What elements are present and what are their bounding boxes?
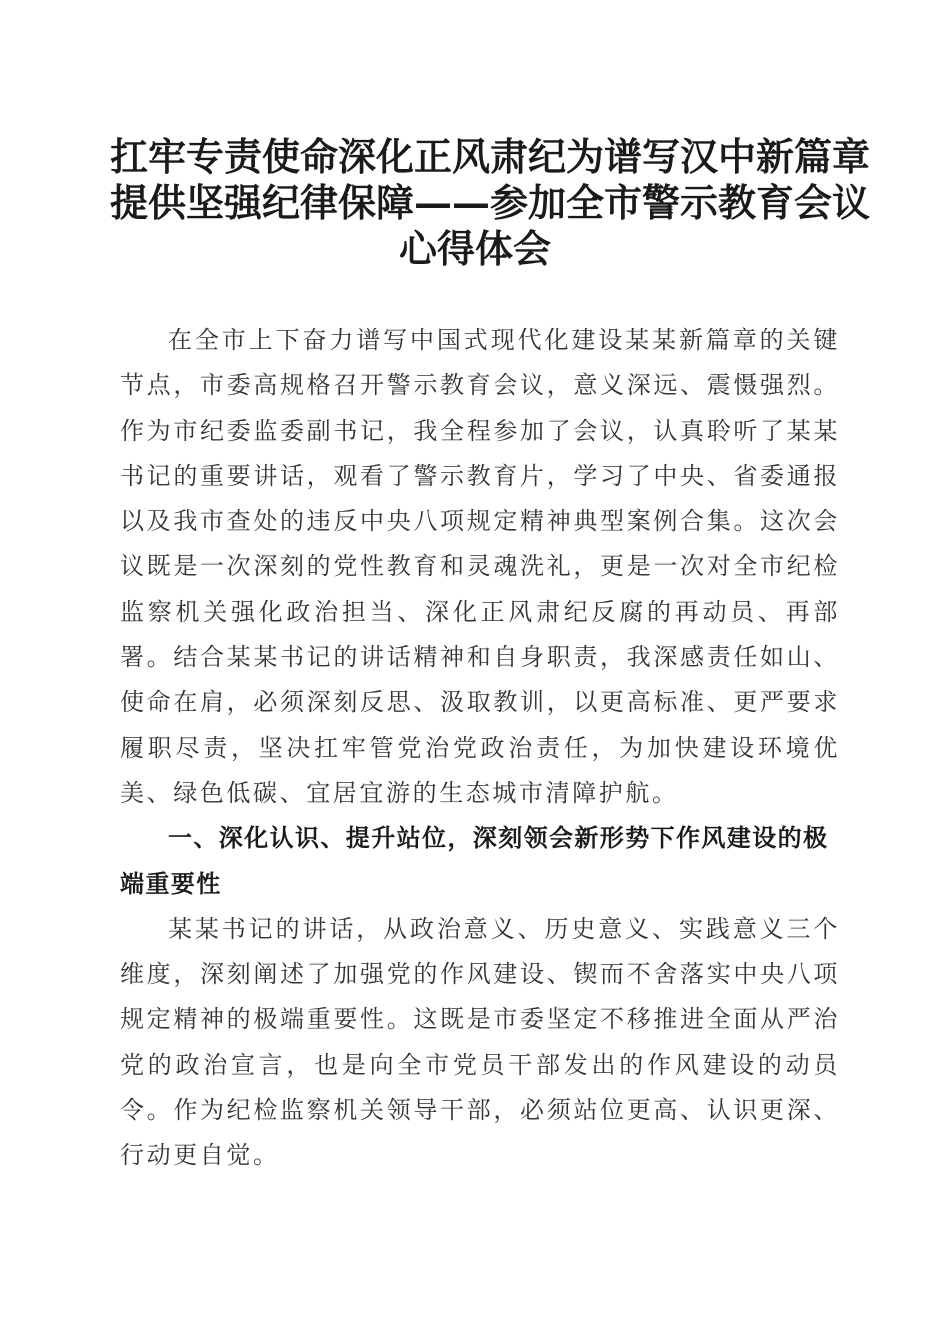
title-line-2: 提供坚强纪律保障——参加全市警示教育会议 (110, 180, 871, 225)
body-paragraph-section-1: 某某书记的讲话，从政治意义、历史意义、实践意义三个维度，深刻阐述了加强党的作风建设、锲而不舍落实中央八项规定精神的极端重要性。这既是市委坚定不移推进全面从严治党的政治宣言，也是向全市党员干部发出的作风建设的动员令。作为纪检监察机关领导干部，必须站位更高、认识更深、行动更自觉。 (120, 914, 840, 1170)
body-paragraph-intro: 在全市上下奋力谱写中国式现代化建设某某新篇章的关键节点，市委高规格召开警示教育会议，意义深远、震慑强烈。作为市纪委监委副书记，我全程参加了会议，认真聆听了某某书记的重要讲话，观看了警示教育片，学习了中央、省委通报以及我市查处的违反中央八项规定精神典型案例合集。这次会议既是一次深刻的党性教育和灵魂洗礼，更是一次对全市纪检监察机关强化政治担当、深化正风肃纪反腐的再动员、再部署。结合某某书记的讲话精神和自身职责，我深感责任如山、使命在肩，必须深刻反思、汲取教训，以更高标准、更严要求履职尽责，坚决扛牢管党治党政治责任，为加快建设环境优美、绿色低碳、宜居宜游的生态城市清障护航。 (120, 326, 840, 807)
title-line-1: 扛牢专责使命深化正风肃纪为谱写汉中新篇章 (110, 134, 871, 179)
section-heading-1: 一、深化认识、提升站位，深刻领会新形势下作风建设的极端重要性 (120, 824, 829, 898)
title-line-3: 心得体会 (398, 226, 551, 271)
document-body (120, 318, 840, 1179)
document-title (110, 134, 871, 272)
